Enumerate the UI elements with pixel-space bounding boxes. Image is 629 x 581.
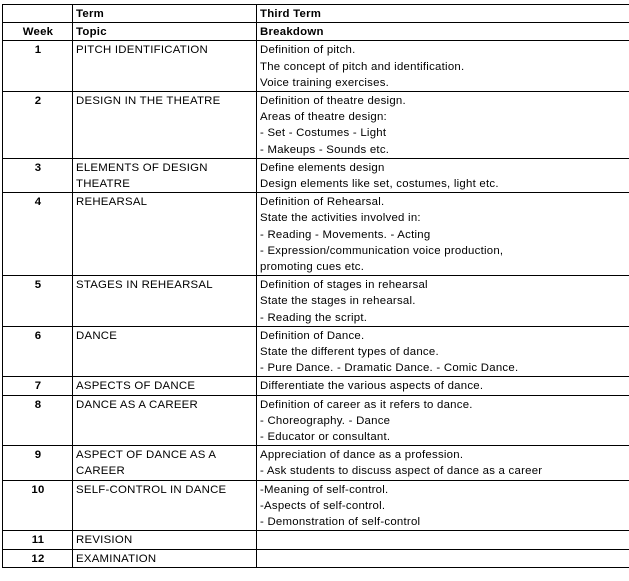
breakdown-line: -Meaning of self-control. — [260, 483, 389, 496]
table-row — [3, 41, 629, 92]
topic-line: DANCE — [76, 329, 118, 342]
week-number: 12 — [3, 549, 73, 567]
breakdown-cell — [257, 92, 629, 159]
breakdown-cell — [257, 531, 629, 549]
topic-cell — [73, 549, 257, 567]
header-topic: Topic — [73, 23, 257, 41]
topic-cell — [73, 41, 257, 92]
topic-cell — [73, 480, 257, 531]
breakdown-cell — [257, 446, 629, 480]
table-row — [3, 480, 629, 531]
breakdown-cell — [257, 377, 629, 395]
breakdown-cell — [257, 549, 629, 567]
breakdown-line: - Pure Dance. - Dramatic Dance. - Comic Dance. — [260, 362, 519, 375]
topic-line: ASPECTS OF DANCE — [76, 380, 196, 393]
topic-cell — [73, 193, 257, 276]
header-row-columns — [3, 23, 629, 41]
breakdown-cell — [257, 326, 629, 377]
header-week: Week — [3, 23, 73, 41]
topic-line: THEATRE — [76, 178, 131, 191]
header-row-term — [3, 5, 629, 23]
breakdown-line: -Aspects of self-control. — [260, 499, 386, 512]
table-body — [3, 5, 629, 568]
breakdown-line: Definition of Rehearsal. — [260, 196, 385, 209]
breakdown-line: Design elements like set, costumes, light etc. — [260, 178, 499, 191]
topic-line: SELF-CONTROL IN DANCE — [76, 483, 227, 496]
topic-line: REVISION — [76, 534, 133, 547]
breakdown-line: Definition of career as it refers to dance. — [260, 398, 473, 411]
empty-line — [260, 551, 627, 567]
table-row — [3, 395, 629, 446]
breakdown-cell — [257, 395, 629, 446]
breakdown-line: Definition of theatre design. — [260, 95, 406, 108]
topic-cell — [73, 395, 257, 446]
week-number: 7 — [3, 377, 73, 395]
week-number: 1 — [3, 41, 73, 92]
breakdown-line: - Expression/communication voice production, — [260, 244, 504, 257]
topic-line: PITCH IDENTIFICATION — [76, 44, 208, 57]
breakdown-line: - Makeups - Sounds etc. — [260, 143, 390, 156]
breakdown-line: - Set - Costumes - Light — [260, 127, 387, 140]
breakdown-cell — [257, 41, 629, 92]
table-row — [3, 158, 629, 192]
breakdown-line: Differentiate the various aspects of dance. — [260, 380, 484, 393]
breakdown-line: - Demonstration of self-control — [260, 516, 421, 529]
header-term-value: Third Term — [257, 5, 629, 23]
table-row — [3, 531, 629, 549]
week-number: 2 — [3, 92, 73, 159]
table-row — [3, 276, 629, 327]
topic-line: CAREER — [76, 465, 125, 478]
breakdown-cell — [257, 158, 629, 192]
topic-line: EXAMINATION — [76, 552, 157, 565]
topic-cell — [73, 92, 257, 159]
header-breakdown: Breakdown — [257, 23, 629, 41]
table-row — [3, 326, 629, 377]
breakdown-line: Define elements design — [260, 161, 385, 174]
table-row — [3, 92, 629, 159]
header-blank-cell — [3, 5, 73, 23]
breakdown-cell — [257, 276, 629, 327]
scheme-of-work-table — [2, 4, 629, 568]
header-term-label: Term — [73, 5, 257, 23]
breakdown-line: State the different types of dance. — [260, 346, 439, 359]
breakdown-line: - Reading - Movements. - Acting — [260, 228, 431, 241]
topic-line: STAGES IN REHEARSAL — [76, 279, 213, 292]
breakdown-line: Definition of stages in rehearsal — [260, 279, 428, 292]
topic-line: ASPECT OF DANCE AS A — [76, 449, 217, 462]
breakdown-line: - Ask students to discuss aspect of dance as a career — [260, 465, 543, 478]
topic-line: REHEARSAL — [76, 196, 148, 209]
table-row — [3, 193, 629, 276]
table-row — [3, 377, 629, 395]
topic-cell — [73, 446, 257, 480]
week-number: 11 — [3, 531, 73, 549]
topic-cell — [73, 158, 257, 192]
week-number: 4 — [3, 193, 73, 276]
week-number: 10 — [3, 480, 73, 531]
topic-line: DESIGN IN THE THEATRE — [76, 95, 221, 108]
week-number: 8 — [3, 395, 73, 446]
breakdown-cell — [257, 480, 629, 531]
breakdown-line: - Reading the script. — [260, 311, 368, 324]
breakdown-cell — [257, 193, 629, 276]
breakdown-line: The concept of pitch and identification. — [260, 60, 465, 73]
breakdown-line: Areas of theatre design: — [260, 111, 387, 124]
topic-line: ELEMENTS OF DESIGN — [76, 161, 208, 174]
breakdown-line: Definition of Dance. — [260, 329, 365, 342]
table-row — [3, 549, 629, 567]
empty-line — [260, 532, 627, 548]
breakdown-line: State the stages in rehearsal. — [260, 295, 416, 308]
breakdown-line: promoting cues etc. — [260, 261, 365, 274]
week-number: 6 — [3, 326, 73, 377]
table-row — [3, 446, 629, 480]
breakdown-line: - Educator or consultant. — [260, 431, 391, 444]
week-number: 9 — [3, 446, 73, 480]
breakdown-line: Voice training exercises. — [260, 76, 390, 89]
topic-cell — [73, 531, 257, 549]
breakdown-line: Definition of pitch. — [260, 44, 356, 57]
week-number: 5 — [3, 276, 73, 327]
topic-cell — [73, 377, 257, 395]
breakdown-line: - Choreography. - Dance — [260, 414, 391, 427]
topic-line: DANCE AS A CAREER — [76, 398, 198, 411]
week-number: 3 — [3, 158, 73, 192]
topic-cell — [73, 326, 257, 377]
breakdown-line: Appreciation of dance as a profession. — [260, 449, 464, 462]
topic-cell — [73, 276, 257, 327]
breakdown-line: State the activities involved in: — [260, 212, 421, 225]
